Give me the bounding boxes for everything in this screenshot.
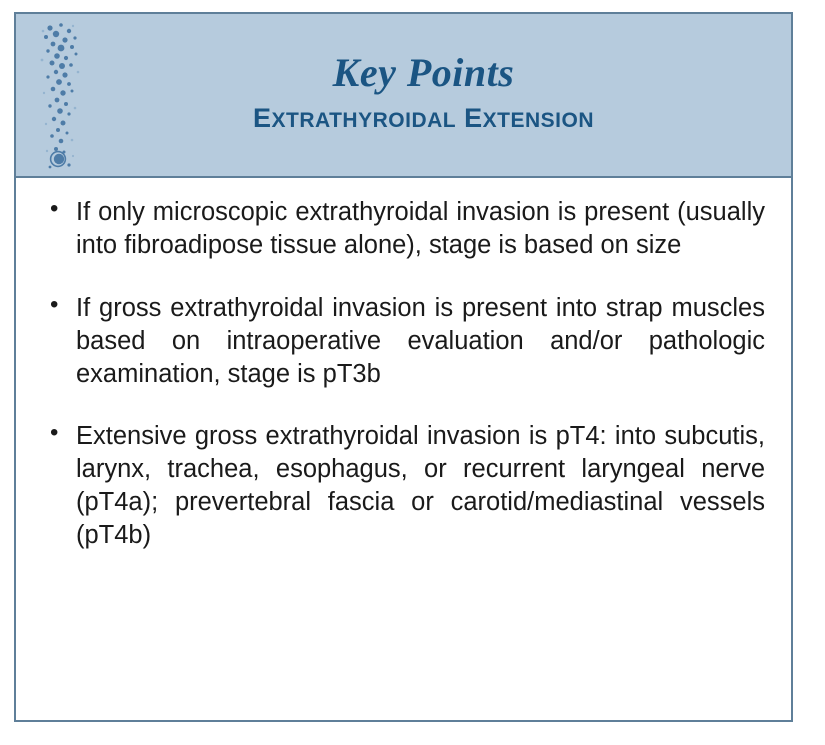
card-subtitle (253, 103, 594, 134)
header-titles (253, 51, 594, 134)
list-item: • If only microscopic extrathyroidal invasion is present (usually into fibroadipose tissue alone), stage is based on size (42, 196, 765, 262)
card-subtitle-cap-2: E (464, 102, 483, 133)
card-subtitle-word-1: XTRATHYROIDAL (271, 108, 457, 132)
list-item: • Extensive gross extrathyroidal invasion is pT4: into subcutis, larynx, trachea, esophagus, or recurrent laryngeal nerve (pT4a); prevertebral fascia or carotid/mediastinal vessels (pT4b) (42, 420, 765, 552)
card-subtitle-cap-1: E (252, 102, 272, 133)
card-subtitle-word-2: XTENSION (482, 108, 594, 132)
histology-speckle-graphic (28, 20, 100, 176)
card-body (16, 178, 791, 562)
card-header (16, 14, 791, 178)
card-title: Key Points (332, 49, 515, 95)
list-item: • If gross extrathyroidal invasion is present into strap muscles based on intraoperative evaluation and/or pathologic examination, stage is pT3b (42, 292, 765, 391)
key-points-list (42, 196, 765, 552)
key-points-card (14, 12, 793, 722)
